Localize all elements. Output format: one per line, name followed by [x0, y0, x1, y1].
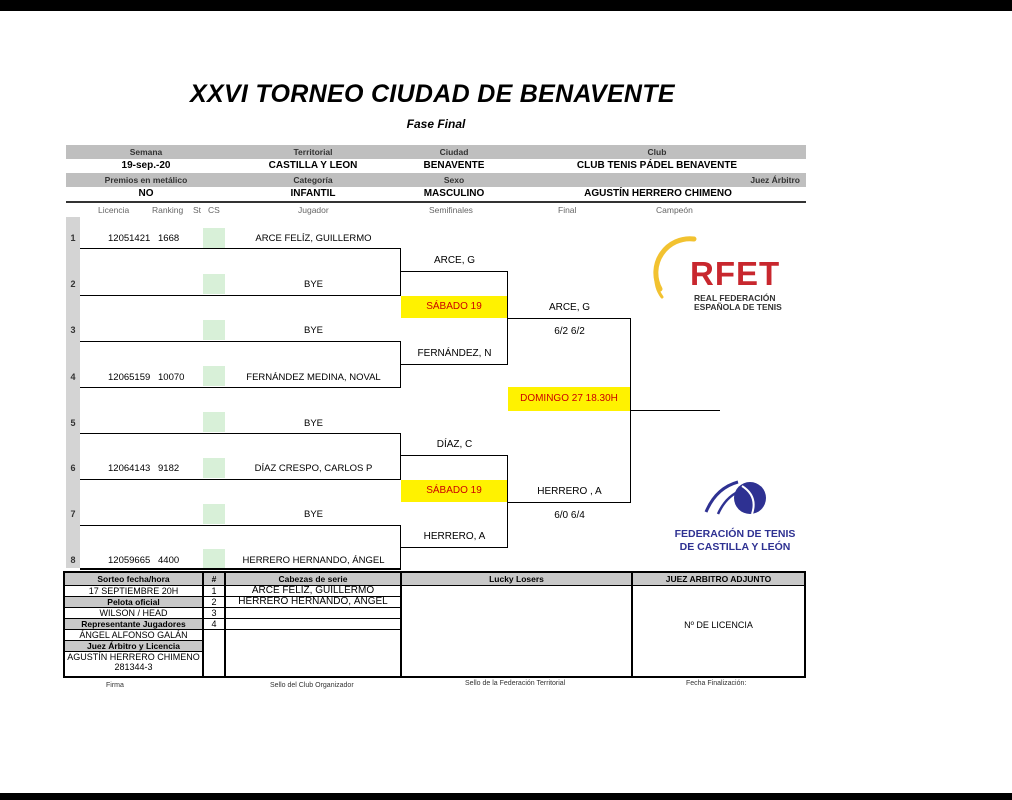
footer-lucky-losers-table — [400, 571, 633, 678]
semi-line-4 — [401, 547, 508, 548]
seeds-label: Cabezas de serie — [226, 573, 400, 586]
player-6-num: 6 — [70, 463, 76, 473]
player-7-cs — [203, 504, 225, 524]
seed-4 — [226, 619, 400, 630]
final-schedule: DOMINGO 27 18.30H — [508, 387, 630, 411]
sorteo-value: 17 SEPTIEMBRE 20H — [65, 586, 202, 597]
col-ranking: Ranking — [152, 205, 184, 215]
representante-label: Representante Jugadores — [65, 619, 202, 630]
ciudad-label: Ciudad — [439, 147, 469, 157]
header-labels-row-1 — [66, 145, 806, 159]
player-5-name: BYE — [303, 418, 323, 429]
pelota-label: Pelota oficial — [65, 597, 202, 608]
col-final: Final — [558, 205, 577, 215]
col-cs: CS — [208, 205, 220, 215]
footer-adjunto-table — [631, 571, 806, 678]
firma-caption: Firma — [106, 682, 124, 689]
premios-label: Premios en metálico — [104, 175, 188, 185]
player-4-cs — [203, 366, 225, 386]
player-8-cs — [203, 549, 225, 569]
seed-num-3: 3 — [204, 608, 224, 619]
semi-1-schedule: SÁBADO 19 — [401, 296, 507, 318]
semi-entrant-1: ARCE, G — [433, 255, 476, 266]
col-jugador: Jugador — [298, 205, 329, 215]
seed-num-1: 1 — [204, 586, 224, 597]
player-4-licencia: 12065159 — [108, 372, 151, 383]
header-labels-row-2 — [66, 173, 806, 187]
player-4-num: 4 — [70, 372, 76, 382]
player-5-num: 5 — [70, 418, 76, 428]
player-3-num: 3 — [70, 325, 76, 335]
club-label: Club — [647, 147, 667, 157]
player-1-ranking: 1668 — [158, 233, 180, 244]
player-7-line — [80, 525, 401, 526]
seed-2: HERRERO HERNANDO, ÁNGEL — [226, 597, 400, 608]
semi-2-score: 6/0 6/4 — [554, 510, 585, 521]
sexo-value: MASCULINO — [423, 188, 485, 199]
semi-line-1 — [401, 271, 508, 272]
col-campeon: Campeón — [656, 205, 693, 215]
sello-club-caption: Sello del Club Organizador — [270, 682, 354, 689]
sexo-label: Sexo — [443, 175, 465, 185]
territorial-value: CASTILLA Y LEON — [268, 160, 358, 171]
player-1-num: 1 — [70, 233, 76, 243]
ciudad-value: BENAVENTE — [423, 160, 485, 171]
rfet-logo — [650, 235, 800, 315]
juez-footer-name: AGUSTÍN HERRERO CHIMENO — [67, 652, 200, 662]
player-6-line — [80, 479, 401, 480]
player-6-ranking: 9182 — [158, 463, 180, 474]
player-8-licencia: 12059665 — [108, 555, 151, 566]
final-line-2 — [508, 502, 631, 503]
semana-value: 19-sep.-20 — [121, 160, 171, 171]
seed-3 — [226, 608, 400, 619]
player-6-licencia: 12064143 — [108, 463, 151, 474]
player-3-name: BYE — [303, 325, 323, 336]
juez-value: AGUSTÍN HERRERO CHIMENO — [584, 188, 732, 199]
semi-2-schedule: SÁBADO 19 — [401, 480, 507, 502]
player-2-num: 2 — [70, 279, 76, 289]
finalist-1: ARCE, G — [548, 302, 591, 313]
footer-seed-num-table — [202, 571, 226, 678]
champion-line — [631, 410, 720, 411]
sorteo-label: Sorteo fecha/hora — [65, 573, 202, 586]
player-3-cs — [203, 320, 225, 340]
footer-seeds-table — [224, 571, 402, 678]
player-4-name: FERNÁNDEZ MEDINA, NOVAL — [246, 372, 381, 383]
player-2-cs — [203, 274, 225, 294]
col-st: St — [193, 205, 202, 215]
player-8-ranking: 4400 — [158, 555, 180, 566]
player-4-ranking: 10070 — [158, 372, 185, 383]
player-1-cs — [203, 228, 225, 248]
club-value: CLUB TENIS PÁDEL BENAVENTE — [576, 160, 738, 171]
rfet-wordmark: RFET — [690, 255, 781, 292]
player-6-cs — [203, 458, 225, 478]
player-2-line — [80, 295, 401, 296]
finalist-2: HERRERO , A — [537, 486, 602, 497]
juez-label: Juez Árbitro — [750, 175, 800, 185]
territorial-label: Territorial — [293, 147, 333, 157]
header-values-row-1 — [66, 159, 806, 173]
federacion-player-icon — [668, 474, 803, 524]
player-1-licencia: 12051421 — [108, 233, 151, 244]
lucky-losers-label: Lucky Losers — [402, 573, 631, 586]
semi-line-3 — [401, 455, 508, 456]
federacion-cyl-logo — [668, 474, 803, 560]
federacion-line1: FEDERACIÓN DE TENIS — [674, 528, 796, 540]
player-5-line — [80, 433, 401, 434]
final-line-1 — [508, 318, 631, 319]
categoria-value: INFANTIL — [290, 188, 336, 199]
semi-entrant-2: FERNÁNDEZ, N — [417, 348, 492, 359]
licencia-number-label: Nº DE LICENCIA — [684, 620, 753, 630]
seed-num-4: 4 — [204, 619, 224, 630]
federacion-line2: DE CASTILLA Y LEÓN — [679, 541, 791, 553]
tournament-title: XXVI TORNEO CIUDAD DE BENAVENTE — [190, 80, 675, 108]
hash-label: # — [204, 573, 224, 586]
col-licencia: Licencia — [98, 205, 130, 215]
player-8-num: 8 — [70, 555, 76, 565]
semana-label: Semana — [129, 147, 163, 157]
semi-1-score: 6/2 6/2 — [554, 326, 585, 337]
premios-value: NO — [138, 188, 154, 199]
player-3-line — [80, 341, 401, 342]
categoria-label: Categoría — [293, 175, 333, 185]
juez-footer-licencia: 281344-3 — [114, 662, 153, 672]
player-5-cs — [203, 412, 225, 432]
player-1-name: ARCE FELÍZ, GUILLERMO — [255, 233, 372, 244]
semi-line-2 — [401, 364, 508, 365]
player-8-line — [80, 568, 401, 570]
player-8-name: HERRERO HERNANDO, ÁNGEL — [242, 555, 385, 566]
player-1-line — [80, 248, 401, 249]
semi-entrant-4: HERRERO, A — [423, 531, 486, 542]
header-values-row-2 — [66, 187, 806, 201]
player-6-name: DÍAZ CRESPO, CARLOS P — [254, 463, 373, 474]
sello-federacion-caption: Sello de la Federación Territorial — [465, 680, 566, 687]
phase-label: Fase Final — [406, 117, 466, 131]
fecha-finalizacion-caption: Fecha Finalización: — [686, 680, 747, 687]
adjunto-label: JUEZ ARBITRO ADJUNTO — [633, 573, 804, 586]
player-7-name: BYE — [303, 509, 323, 520]
player-4-line — [80, 387, 401, 388]
semi-entrant-3: DÍAZ, C — [436, 439, 473, 450]
footer-info-table — [63, 571, 204, 678]
representante-value: ÁNGEL ALFONSO GALÁN — [65, 630, 202, 641]
rfet-line2: ESPAÑOLA DE TENIS — [694, 302, 782, 312]
col-semifinales: Semifinales — [429, 205, 473, 215]
player-7-num: 7 — [70, 509, 76, 519]
rfet-line1: REAL FEDERACIÓN — [694, 293, 776, 303]
pelota-value: WILSON / HEAD — [65, 608, 202, 619]
seed-num-2: 2 — [204, 597, 224, 608]
juez-licencia-label: Juez Árbitro y Licencia — [65, 641, 202, 652]
player-2-name: BYE — [303, 279, 323, 290]
header-divider — [66, 201, 806, 203]
seed-1: ARCE FELÍZ, GUILLERMO — [226, 586, 400, 597]
